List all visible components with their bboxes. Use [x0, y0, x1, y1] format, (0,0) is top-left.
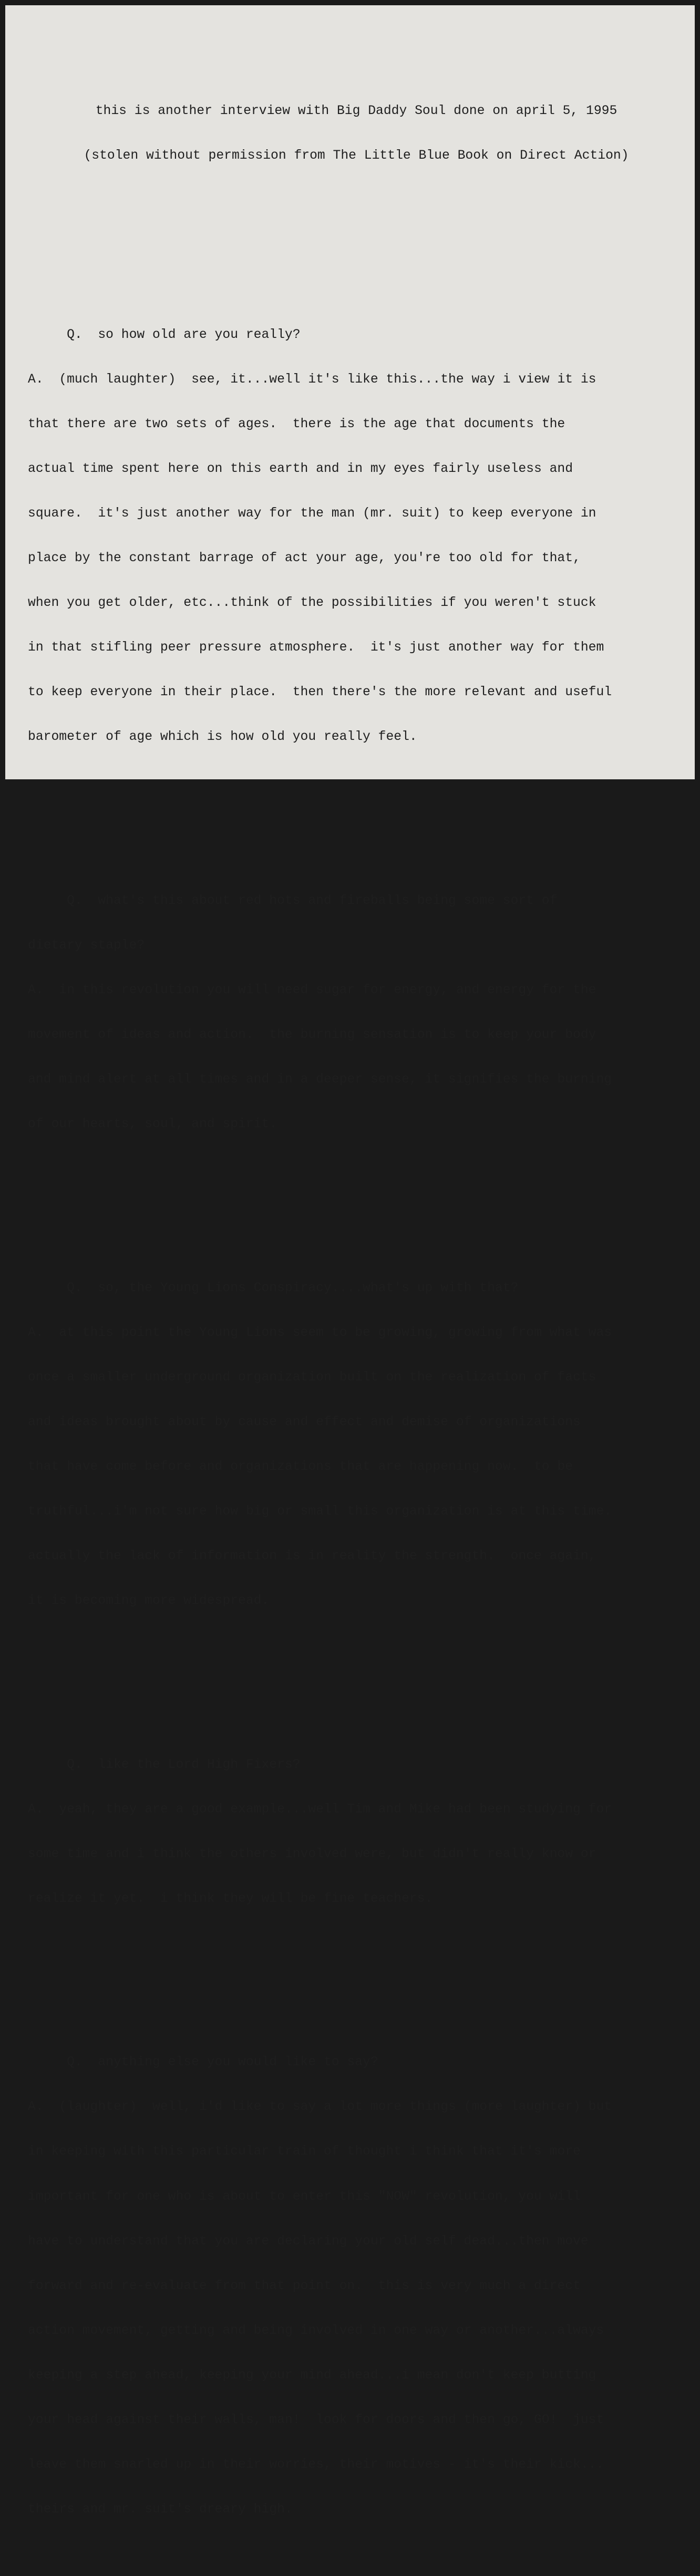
answer-line: A. yeah, they are a good example...well Tim and Mike had been studying for — [28, 1801, 612, 1817]
answer-line: and mind alert at all times and in a deeper sense, it signifies the burning — [28, 1071, 612, 1087]
qa-section — [28, 863, 685, 1161]
spacer — [28, 1191, 685, 1205]
document-page — [5, 5, 695, 2517]
answer-line: square. it's just another way for the man (mr. suit) to keep everyone in — [28, 506, 596, 521]
answer-line: realize it yet. i think they will be fine teachers. — [28, 1891, 433, 1906]
answer-line: some time and i think the others involved were, but didn't really know or — [28, 1846, 596, 1861]
question-line: dietary staple? — [28, 937, 145, 953]
spacer — [28, 223, 685, 253]
answer-line: action movement, getting and being involved in one way or another...always — [28, 2323, 604, 2338]
spacer — [28, 804, 685, 819]
answer-line: A. at this point the Young Lions seem to be growing, growing from what was — [28, 1325, 612, 1340]
document-text — [28, 44, 685, 2576]
answer-line: movement of ideas and action. the burning sensation is to keep your body — [28, 1027, 596, 1042]
question-line: Q. anything else you would like to say? — [28, 2055, 378, 2070]
qa-section — [28, 1727, 685, 1936]
spacer — [28, 1965, 685, 1980]
question-line: Q. like the Lord High Fixers? — [28, 1757, 301, 1772]
answer-line: and ideas brought about by cause and effect and demise of organizations — [28, 1414, 581, 1429]
answer-line: have to understand that you are declaring your old self dead...then move — [28, 2233, 589, 2249]
spacer — [28, 1667, 685, 1682]
answer-line: in that stifling peer pressure atmosphere. it's just another way for them — [28, 640, 604, 655]
question-line: Q. what's this about red hots and fireballs being some sort of — [28, 893, 558, 908]
answer-line: truthful...i'm not sure how big or small this organization is at this time. — [28, 1503, 612, 1519]
answer-line: place by the constant barrage of act your age, you're too old for that, — [28, 550, 581, 565]
answer-line: that have come before and organizations that are happening now. to be — [28, 1459, 573, 1474]
answer-line: A. in this revolution you will need sugar for energy, and energy for the — [28, 982, 596, 997]
answer-line: theirs and mr. suit's dreary high. — [28, 2501, 293, 2517]
answer-line: once a smaller underground organization built on the realization of facts — [28, 1369, 596, 1385]
answer-line: that there are two sets of ages. there is the age that documents the — [28, 416, 565, 431]
document-header — [28, 74, 685, 193]
answer-line: to keep everyone in their place. then there's the more relevant and useful — [28, 684, 612, 699]
answer-line: barometer of age which is how old you really feel. — [28, 729, 417, 744]
answer-line: A. (much laughter) see, it...well it's like this...the way i view it is — [28, 372, 596, 387]
answer-line: leave them snarled up in their worries, their motives - it's their kick... — [28, 2457, 604, 2472]
answer-line: A. (laughter) well, i'd like to say a lot more things (more laughter) but — [28, 2099, 612, 2115]
header-line: (stolen without permission from The Little Blue Book on Direct Action) — [84, 148, 629, 163]
question-line: Q. so how old are you really? — [28, 327, 301, 342]
answer-line: your head against their walls, man! look for doors and then go, GO! just — [28, 2412, 604, 2427]
answer-line: when you get older, etc...think of the possibilities if you weren't stuck — [28, 595, 596, 610]
answer-line: keeping a step ahead, keeping your mind ahead...i mean don't keep butting — [28, 2367, 596, 2383]
header-line: this is another interview with Big Daddy Soul done on april 5, 1995 — [95, 104, 617, 119]
answer-line: in keeping with this particular train of thought i think that it's more — [28, 2144, 581, 2159]
qa-section — [28, 1251, 685, 1638]
answer-line: forward and re-evaluate from that point on. this is very much a direct — [28, 2278, 581, 2293]
answer-line: actually the lack of information is in reality the strength. once again, — [28, 1548, 596, 1563]
question-line: Q. so, the Young Lions Conspiracy....what's up with that? — [28, 1280, 519, 1295]
answer-line: it is becoming more widespread. — [28, 1593, 270, 1608]
answer-line: important for one who is about to enter this "NOW" revolution, you will — [28, 2189, 581, 2204]
answer-line: actual time spent here on this earth and in my eyes fairly useless and — [28, 461, 573, 476]
qa-section — [28, 297, 685, 774]
qa-section — [28, 2025, 685, 2547]
answer-line: of our hearts, soul, and spirit. — [28, 1116, 277, 1131]
